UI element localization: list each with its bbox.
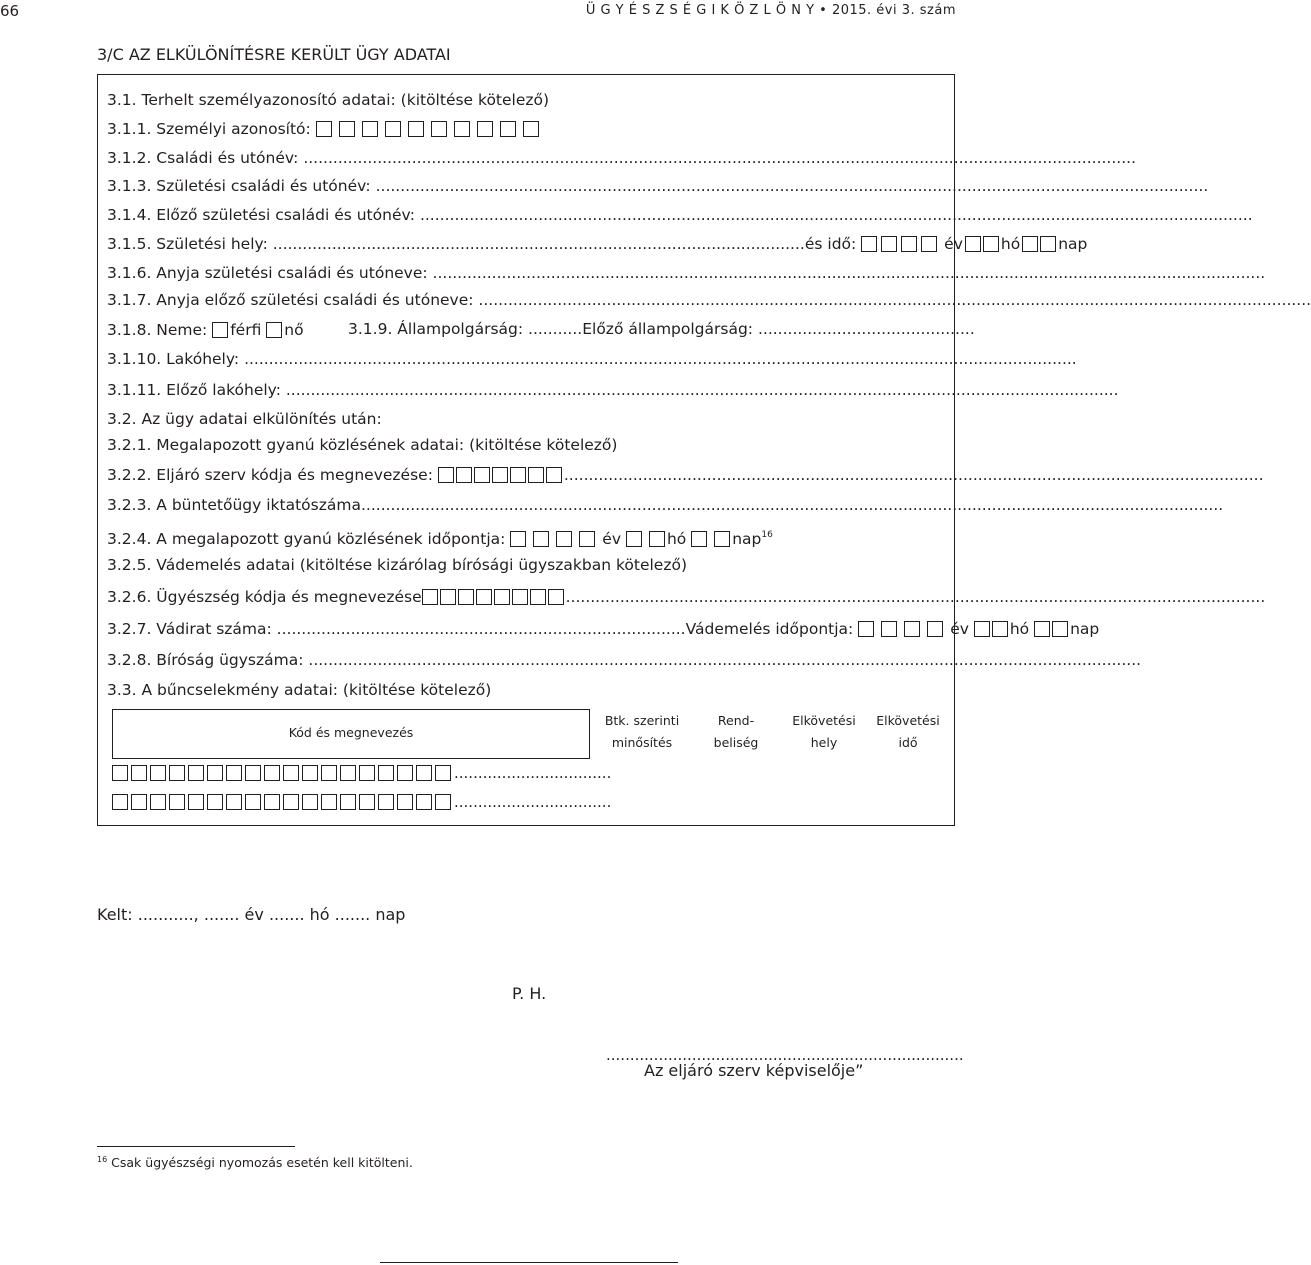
year-box[interactable] [901, 236, 917, 252]
footnote-divider [97, 1146, 295, 1147]
section-title: 3/C AZ ELKÜLÖNÍTÉSRE KERÜLT ÜGY ADATAI [97, 45, 451, 64]
crime-code-box[interactable] [169, 765, 185, 781]
footnote-text: Csak ügyészségi nyomozás esetén kell kitölteni. [107, 1155, 413, 1171]
crime-code-box[interactable] [226, 765, 242, 781]
agency-code-box[interactable] [474, 467, 490, 483]
label-year: év [602, 530, 622, 548]
row-3-1-11[interactable] [107, 380, 1119, 400]
year-box[interactable] [904, 621, 920, 637]
prosecution-code-box[interactable] [512, 589, 528, 605]
prosecution-code-box[interactable] [548, 589, 564, 605]
row-3-1-10[interactable] [107, 349, 1077, 369]
col-place-line2: hely [810, 735, 838, 750]
month-box[interactable] [649, 531, 665, 547]
year-box[interactable] [510, 531, 526, 547]
id-box[interactable] [339, 121, 355, 137]
prosecution-name-dots[interactable]: .............................................................................................................................................. [565, 588, 1266, 606]
id-box[interactable] [385, 121, 401, 137]
crime-code-box[interactable] [435, 765, 451, 781]
label-day: nap [1058, 235, 1088, 253]
prosecution-code-box[interactable] [458, 589, 474, 605]
row-3-2-7 [107, 619, 1099, 639]
row-3-1-1 [107, 119, 546, 139]
signatory-label: Az eljáró szerv képviselője” [644, 1061, 864, 1080]
mother-name-dots: ......................................................................................................................................................................... [432, 264, 1266, 282]
crime-code-box[interactable] [226, 794, 242, 810]
col-time-line2: idő [898, 735, 918, 750]
female-checkbox[interactable] [266, 322, 282, 338]
crime-code-box[interactable] [150, 794, 166, 810]
prosecution-code-box[interactable] [530, 589, 546, 605]
crime-code-box[interactable] [169, 794, 185, 810]
crime-code-box[interactable] [321, 794, 337, 810]
crime-code-box[interactable] [245, 794, 261, 810]
crime-code-box[interactable] [359, 765, 375, 781]
id-box[interactable] [316, 121, 332, 137]
date-line[interactable]: Kelt: ..........., ....... év ....... hó ....... nap [97, 905, 406, 924]
crime-code-box[interactable] [188, 794, 204, 810]
year-box[interactable] [579, 531, 595, 547]
footnote-ref[interactable]: 16 [761, 530, 773, 540]
prev-citizenship-dots: ............................................ [757, 320, 975, 338]
crime-code-box[interactable] [207, 765, 223, 781]
col-code-name: Kód és megnevezés [288, 725, 414, 740]
year-box[interactable] [858, 621, 874, 637]
row-3-1-3[interactable] [107, 176, 1209, 196]
footnote-mark: 16 [97, 1155, 108, 1164]
id-box[interactable] [408, 121, 424, 137]
row-3-2-5: 3.2.5. Vádemelés adatai (kitöltése kizárólag bírósági ügyszakban kötelező) [107, 556, 687, 574]
prosecution-code-box[interactable] [476, 589, 492, 605]
label-name: 3.1.2. Családi és utónév: [107, 149, 304, 167]
crime-name-dots: ................................. [454, 764, 612, 782]
crime-code-box[interactable] [264, 765, 280, 781]
agency-code-box[interactable] [438, 467, 454, 483]
row-3-3: 3.3. A bűncselekmény adatai: (kitöltése kötelező) [107, 681, 492, 699]
row-3-1-7[interactable] [107, 290, 1311, 310]
male-checkbox[interactable] [212, 322, 228, 338]
label-indictment-number: 3.2.7. Vádirat száma: [107, 620, 277, 638]
prosecution-code-box[interactable] [494, 589, 510, 605]
id-box[interactable] [362, 121, 378, 137]
year-box[interactable] [533, 531, 549, 547]
row-3-1: 3.1. Terhelt személyazonosító adatai: (kitöltése kötelező) [107, 91, 550, 109]
label-mother-name: 3.1.6. Anyja születési családi és utóneve: [107, 264, 433, 282]
crime-code-box[interactable] [340, 765, 356, 781]
crime-code-box[interactable] [188, 765, 204, 781]
prev-residence-dots: ......................................................................................................................................................................... [285, 381, 1119, 399]
col-order-line1: Rend- [717, 713, 755, 728]
crime-code-box[interactable] [207, 794, 223, 810]
label-suspicion-date: 3.2.4. A megalapozott gyanú közlésének időpontja: [107, 530, 506, 548]
label-year: év [950, 620, 969, 638]
label-birth-name: 3.1.3. Születési családi és utónév: [107, 177, 376, 195]
label-sex: 3.1.8. Neme: [107, 321, 208, 339]
citizenship-dots: ........... [528, 320, 583, 338]
col-qualification-line2: minősítés [611, 735, 673, 750]
year-box[interactable] [927, 621, 943, 637]
label-court-case-number: 3.2.8. Bíróság ügyszáma: [107, 651, 309, 669]
residence-dots: ......................................................................................................................................................................... [244, 350, 1077, 368]
col-order-line2: beliség [713, 735, 759, 750]
prosecution-code-box[interactable] [440, 589, 456, 605]
crime-code-box[interactable] [378, 794, 394, 810]
crime-name-dots: ................................. [454, 793, 612, 811]
year-box[interactable] [921, 236, 937, 252]
day-box[interactable] [691, 531, 707, 547]
row-3-2-6 [107, 587, 1266, 607]
crime-code-box[interactable] [264, 794, 280, 810]
crime-code-row[interactable] [112, 793, 611, 811]
month-box[interactable] [626, 531, 642, 547]
agency-code-box[interactable] [546, 467, 562, 483]
month-box[interactable] [965, 236, 981, 252]
crime-code-box[interactable] [302, 794, 318, 810]
row-3-2-3[interactable] [107, 495, 1224, 515]
crime-code-box[interactable] [416, 765, 432, 781]
label-birth-place: 3.1.5. Születési hely: [107, 235, 273, 253]
crime-code-box[interactable] [112, 794, 128, 810]
label-mother-prev-name: 3.1.7. Anyja előző születési családi és utóneve: [107, 291, 479, 309]
label-month: hó [1009, 620, 1030, 638]
label-agency-code: 3.2.2. Eljáró szerv kódja és megnevezése: [107, 466, 433, 484]
day-box[interactable] [1052, 621, 1068, 637]
crime-code-box[interactable] [112, 765, 128, 781]
footnote [97, 1155, 413, 1170]
year-box[interactable] [881, 621, 897, 637]
crime-code-box[interactable] [435, 794, 451, 810]
crime-code-box[interactable] [340, 794, 356, 810]
agency-code-box[interactable] [492, 467, 508, 483]
label-prev-residence: 3.1.11. Előző lakóhely: [107, 381, 286, 399]
agency-name-dots[interactable]: .............................................................................................................................................. [563, 466, 1264, 484]
day-box[interactable] [1022, 236, 1038, 252]
stamp-label: P. H. [512, 984, 547, 1003]
label-prosecution-code: 3.2.6. Ügyészség kódja és megnevezése [107, 588, 422, 606]
label-day: nap [732, 530, 762, 548]
id-box[interactable] [500, 121, 516, 137]
col-place-line1: Elkövetési [792, 713, 856, 728]
page-number: 66 [0, 2, 20, 20]
row-3-2-1: 3.2.1. Megalapozott gyanú közlésének adatai: (kitöltése kötelező) [107, 436, 618, 454]
label-citizenship: 3.1.9. Állampolgárság: [348, 320, 529, 338]
case-number-dots: ............................................................................................................................................................................... [360, 496, 1224, 514]
day-box[interactable] [1034, 621, 1050, 637]
name-dots: ......................................................................................................................................................................... [303, 149, 1136, 167]
year-box[interactable] [556, 531, 572, 547]
col-time-line1: Elkövetési [876, 713, 940, 728]
label-residence: 3.1.10. Lakóhely: [107, 350, 245, 368]
row-3-1-4[interactable] [107, 205, 1253, 225]
label-birth-time: és idő: [804, 235, 857, 253]
month-box[interactable] [983, 236, 999, 252]
prev-birth-name-dots: ......................................................................................................................................................................... [419, 206, 1253, 224]
row-3-1-2[interactable] [107, 148, 1136, 168]
crime-code-box[interactable] [321, 765, 337, 781]
indictment-number-dots[interactable]: ................................................................................... [276, 620, 686, 638]
agency-code-box[interactable] [456, 467, 472, 483]
mother-prev-name-dots: ......................................................................................................................................................................... [478, 291, 1311, 309]
label-prev-birth-name: 3.1.4. Előző születési családi és utónév: [107, 206, 420, 224]
signature-dots[interactable]: ........................................................................... [606, 1046, 964, 1064]
crime-code-box[interactable] [131, 765, 147, 781]
court-case-number-dots: ......................................................................................................................................................................... [308, 651, 1142, 669]
id-box[interactable] [454, 121, 470, 137]
label-case-number: 3.2.3. A büntetőügy iktatószáma [107, 496, 361, 514]
row-3-2-2 [107, 465, 1264, 485]
row-3-2: 3.2. Az ügy adatai elkülönítés után: [107, 410, 382, 428]
crime-code-box[interactable] [397, 794, 413, 810]
id-box[interactable] [431, 121, 447, 137]
label-prev-citizenship: Előző állampolgárság: [582, 320, 758, 338]
row-3-2-8[interactable] [107, 650, 1142, 670]
col-qualification-line1: Btk. szerinti [604, 713, 680, 728]
label-month: hó [1000, 235, 1021, 253]
day-box[interactable] [714, 531, 730, 547]
day-box[interactable] [1040, 236, 1056, 252]
crime-code-box[interactable] [302, 765, 318, 781]
row-3-1-6[interactable] [107, 263, 1266, 283]
id-box[interactable] [523, 121, 539, 137]
prosecution-code-box[interactable] [422, 589, 438, 605]
month-box[interactable] [992, 621, 1008, 637]
crime-code-box[interactable] [150, 765, 166, 781]
label-year: év [944, 235, 963, 253]
year-box[interactable] [861, 236, 877, 252]
page-bottom-rule [380, 1262, 678, 1263]
crime-code-box[interactable] [378, 765, 394, 781]
col-qualification [598, 710, 686, 754]
label-female: nő [284, 321, 304, 339]
col-place [780, 710, 868, 754]
crime-code-box[interactable] [416, 794, 432, 810]
agency-code-box[interactable] [528, 467, 544, 483]
row-3-1-8 [107, 320, 304, 340]
journal-header: Ü G Y É S Z S É G I K Ö Z L Ö N Y • 2015. évi 3. szám [585, 3, 956, 18]
crime-code-box[interactable] [359, 794, 375, 810]
birth-place-dots[interactable]: ............................................................................................................ [272, 235, 805, 253]
id-box[interactable] [477, 121, 493, 137]
crime-code-row[interactable] [112, 764, 611, 782]
month-box[interactable] [974, 621, 990, 637]
label-male: férfi [230, 321, 262, 339]
col-order [692, 710, 780, 754]
label-personal-id: 3.1.1. Személyi azonosító: [107, 120, 311, 138]
personal-id-boxes[interactable] [316, 120, 546, 138]
birth-name-dots: ......................................................................................................................................................................... [375, 177, 1209, 195]
agency-code-box[interactable] [510, 467, 526, 483]
label-day: nap [1070, 620, 1100, 638]
row-3-1-9[interactable] [348, 319, 975, 339]
label-month: hó [666, 530, 687, 548]
year-box[interactable] [881, 236, 897, 252]
col-time [864, 710, 952, 754]
row-3-1-5 [107, 234, 1087, 254]
crime-code-box[interactable] [245, 765, 261, 781]
crime-code-box[interactable] [131, 794, 147, 810]
label-indictment-date: Vádemelés időpontja: [685, 620, 854, 638]
crime-code-box[interactable] [283, 765, 299, 781]
row-3-2-4 [107, 525, 773, 549]
crime-code-box[interactable] [397, 765, 413, 781]
crime-code-box[interactable] [283, 794, 299, 810]
